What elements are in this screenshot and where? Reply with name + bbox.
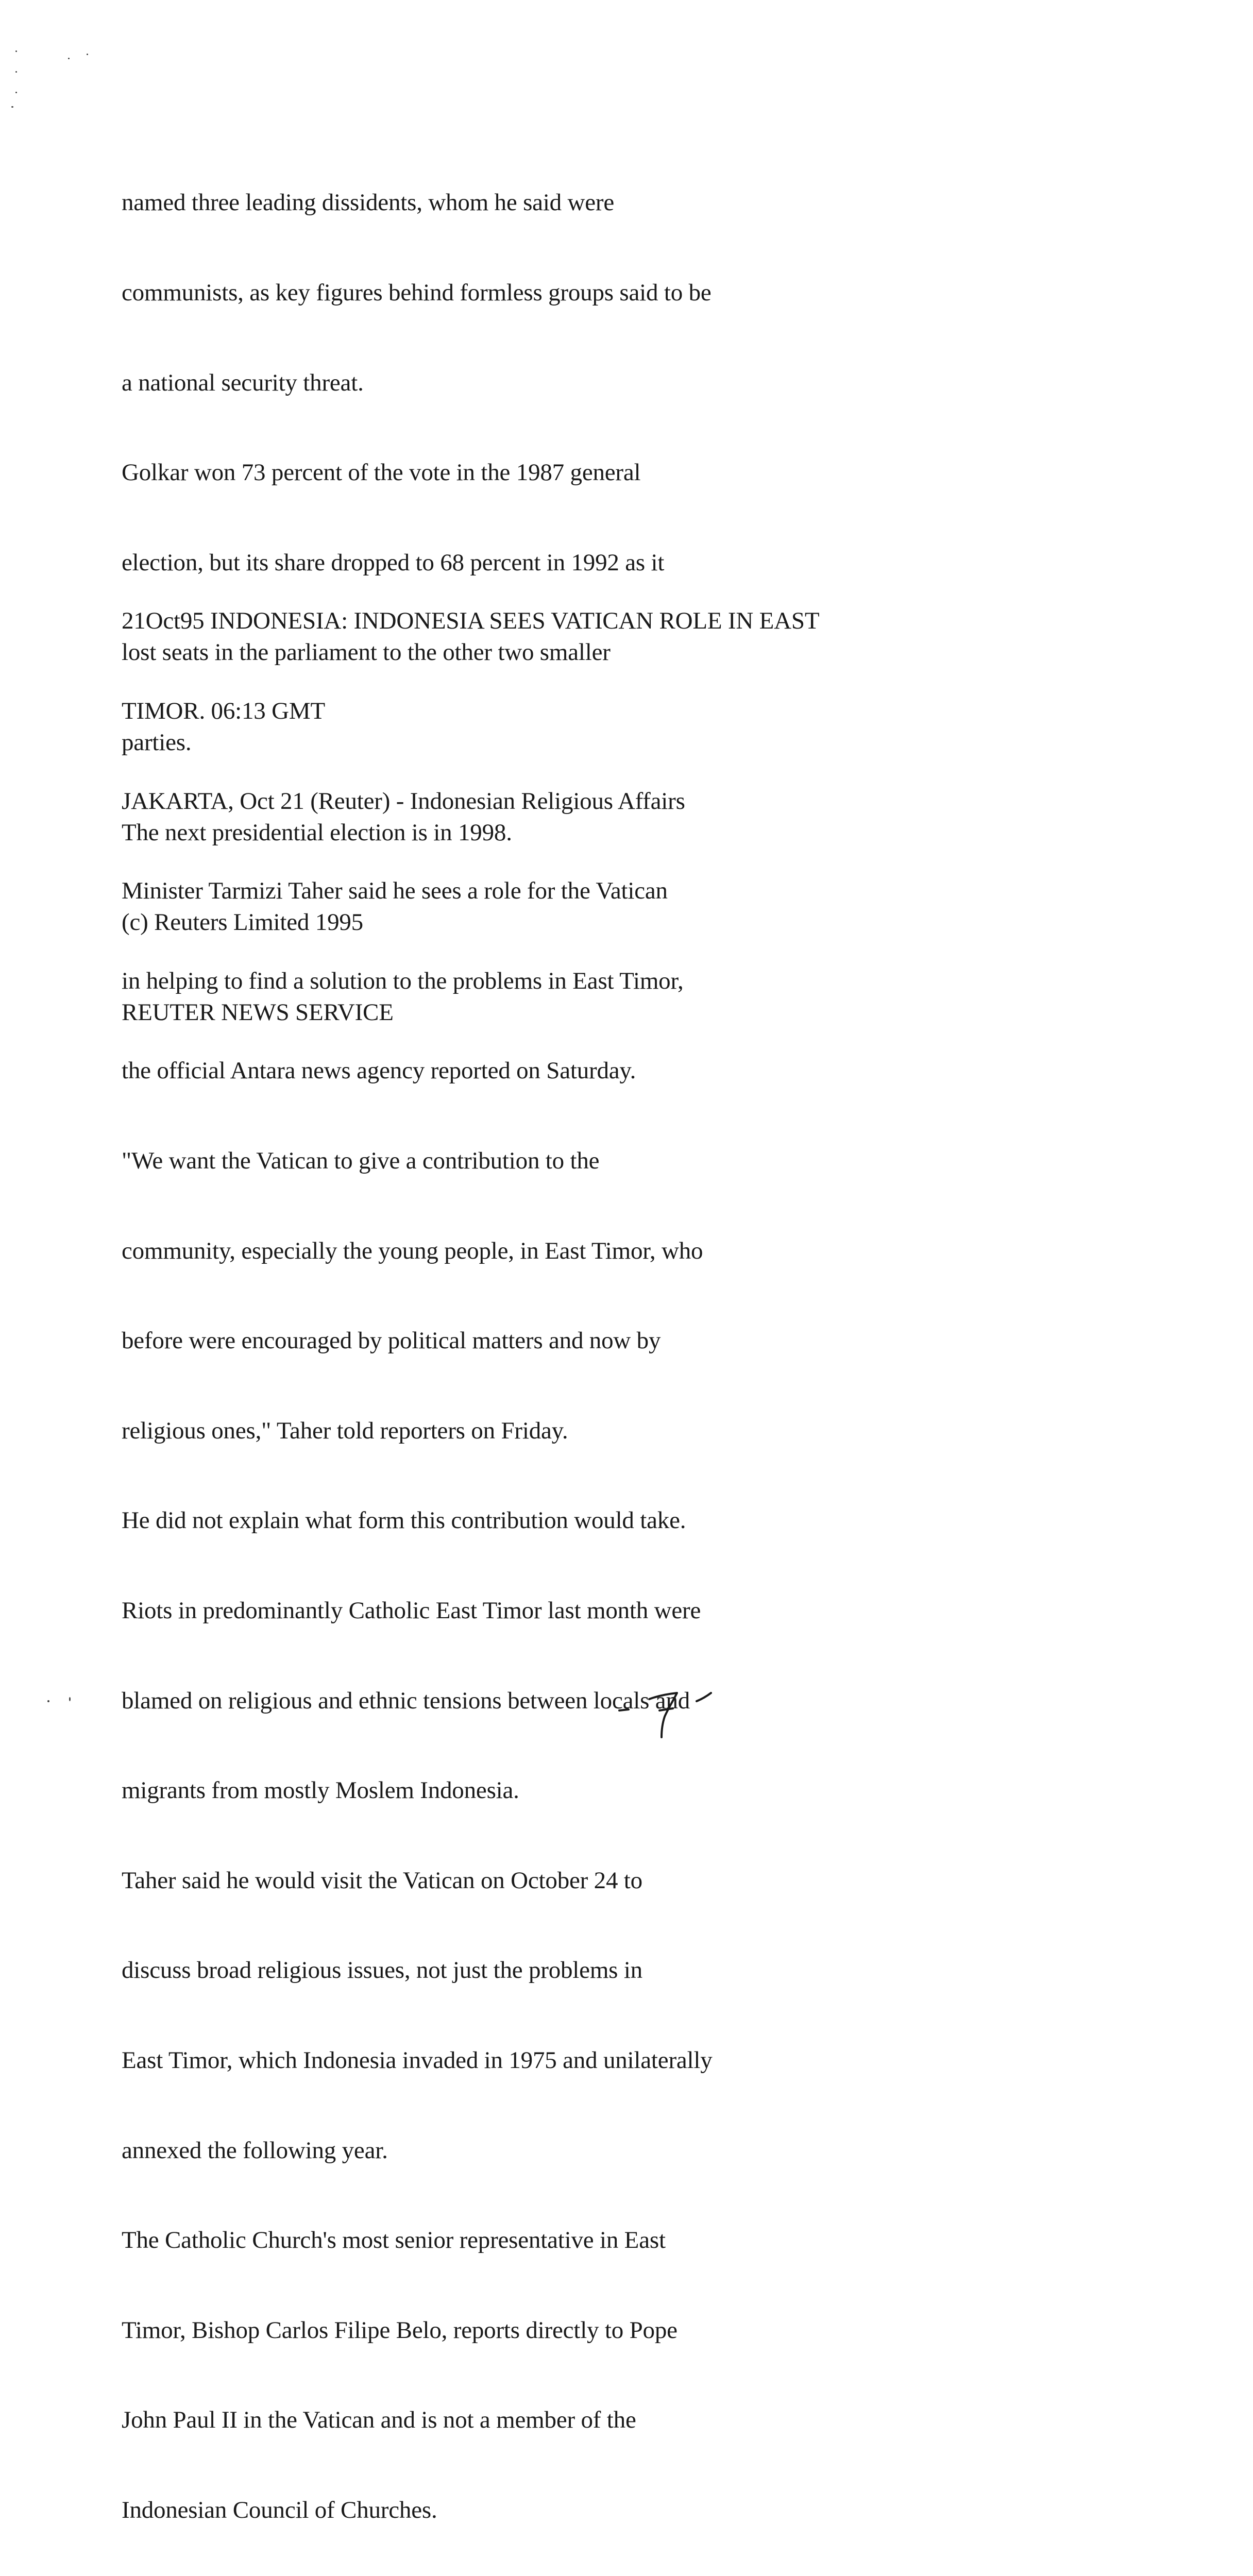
scan-speck: [68, 58, 70, 59]
text-line: religious ones," Taher told reporters on Friday.: [122, 1417, 568, 1444]
text-line: lost seats in the parliament to the other two smaller: [122, 639, 611, 666]
text-line: "We want the Vatican to give a contribution to the: [122, 1147, 600, 1174]
text-line: annexed the following year.: [122, 2137, 388, 2164]
text-line: before were encouraged by political matters and now by: [122, 1327, 661, 1354]
news-article: [122, 546, 819, 2576]
text-line: The next presidential election is in 1998.: [122, 819, 512, 846]
scan-speck: [69, 1697, 71, 1701]
text-line: The Catholic Church's most senior representative in East: [122, 2227, 666, 2254]
scan-speck: [11, 106, 13, 108]
text-line: election, but its share dropped to 68 percent in 1992 as it: [122, 549, 665, 576]
text-line: East Timor, which Indonesia invaded in 1975 and unilaterally: [122, 2046, 713, 2074]
text-line: Riots in predominantly Catholic East Timor last month were: [122, 1597, 701, 1624]
text-line: JAKARTA, Oct 21 (Reuter) - Indonesian Religious Affairs: [122, 787, 685, 815]
text-line: REUTER NEWS SERVICE: [122, 998, 394, 1026]
scan-speck: [87, 54, 88, 55]
text-line: migrants from mostly Moslem Indonesia.: [122, 1777, 519, 1804]
text-line: He did not explain what form this contribution would take.: [122, 1507, 686, 1534]
text-line: discuss broad religious issues, not just the problems in: [122, 1957, 642, 1984]
article-headline: TIMOR. 06:13 GMT: [122, 698, 325, 724]
scan-speck: [15, 92, 17, 93]
text-line: Golkar won 73 percent of the vote in the 1987 general: [122, 459, 641, 486]
text-line: a national security threat.: [122, 369, 364, 396]
text-line: the official Antara news agency reported on Saturday.: [122, 1057, 636, 1084]
text-line: named three leading dissidents, whom he said were: [122, 189, 615, 216]
text-line: John Paul II in the Vatican and is not a member of the: [122, 2406, 636, 2434]
text-line: community, especially the young people, in East Timor, who: [122, 1237, 703, 1264]
text-line: (c) Reuters Limited 1995: [122, 909, 363, 936]
handwritten-page-number: [608, 1679, 732, 1740]
text-line: Indonesian Council of Churches.: [122, 2496, 437, 2523]
text-line: blamed on religious and ethnic tensions between locals and: [122, 1687, 690, 1714]
text-line: Timor, Bishop Carlos Filipe Belo, reports directly to Pope: [122, 2316, 678, 2344]
text-line: parties.: [122, 728, 192, 756]
scan-speck: [15, 71, 17, 73]
scan-speck: [15, 50, 17, 52]
text-line: Minister Tarmizi Taher said he sees a role for the Vatican: [122, 877, 668, 905]
article-headline: 21Oct95 INDONESIA: INDONESIA SEES VATICAN ROLE IN EAST: [122, 607, 820, 635]
scan-speck: [47, 1700, 49, 1702]
text-line: Taher said he would visit the Vatican on October 24 to: [122, 1867, 642, 1894]
text-line: in helping to find a solution to the problems in East Timor,: [122, 967, 684, 994]
text-line: communists, as key figures behind formless groups said to be: [122, 279, 712, 306]
